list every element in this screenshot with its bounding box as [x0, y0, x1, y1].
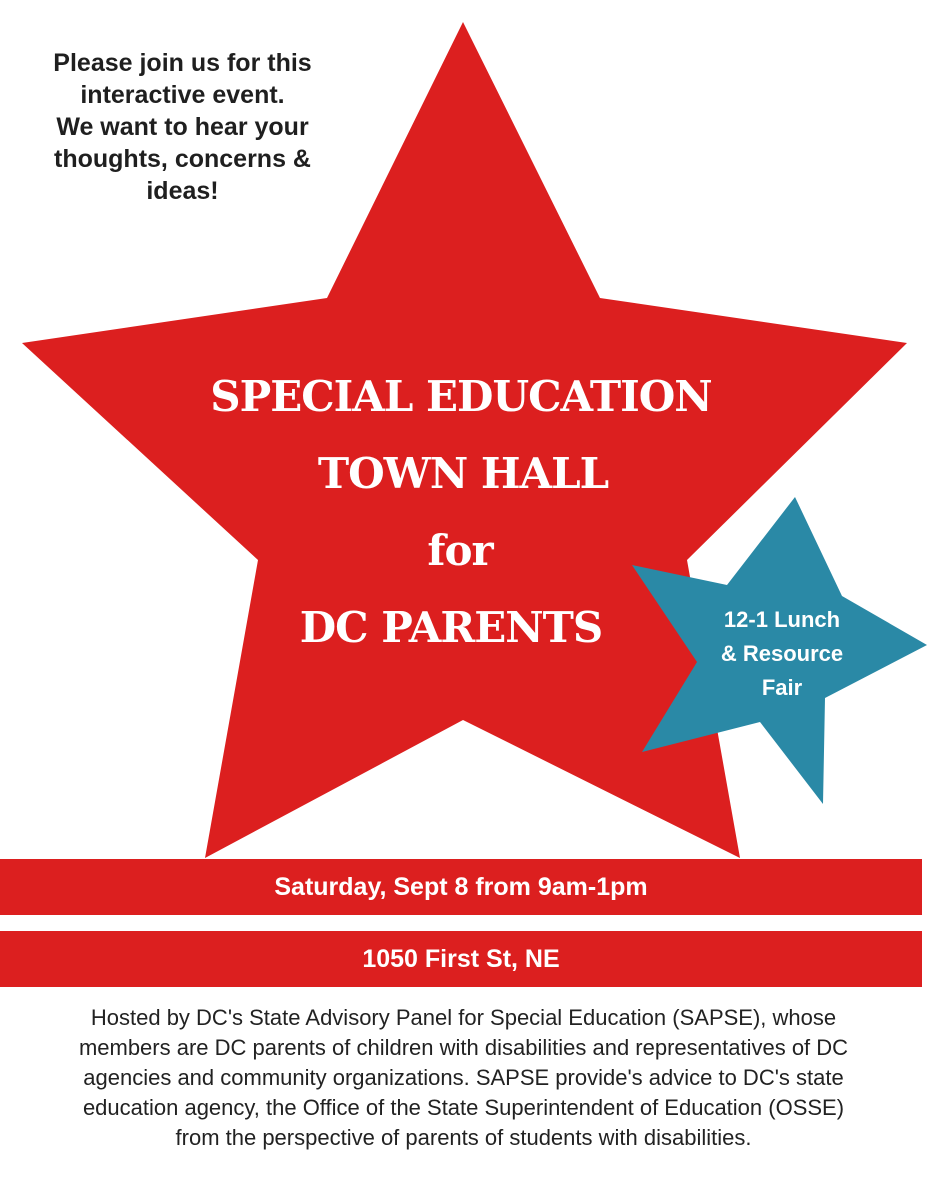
description-line: from the perspective of parents of students with disabilities. [175, 1125, 752, 1150]
description-line: education agency, the Office of the State Superintendent of Education (OSSE) [82, 1095, 845, 1120]
host-description [10, 1003, 917, 1153]
event-date-banner [0, 859, 922, 915]
invitation-line: We want to hear your [56, 113, 309, 141]
title-line: SPECIAL EDUCATION [210, 372, 712, 421]
lunch-badge [682, 603, 882, 705]
description-line: members are DC parents of children with disabilities and representatives of DC [78, 1035, 849, 1060]
invitation-text [20, 47, 345, 207]
invitation-line: Please join us for this [53, 49, 312, 77]
badge-line: Fair [761, 675, 803, 700]
invitation-line: ideas! [146, 177, 219, 205]
event-address: 1050 First St, NE [362, 944, 560, 973]
description-line: Hosted by DC's State Advisory Panel for Special Education (SAPSE), whose [90, 1005, 837, 1030]
event-date: Saturday, Sept 8 from 9am-1pm [274, 872, 648, 901]
description-line: agencies and community organizations. SAPSE provide's advice to DC's state [83, 1065, 844, 1090]
title-line: for [427, 526, 493, 575]
invitation-line: interactive event. [80, 81, 285, 109]
event-address-banner [0, 931, 922, 987]
invitation-line: thoughts, concerns & [54, 145, 311, 173]
title-line: TOWN HALL [317, 449, 609, 498]
title-line: DC PARENTS [299, 603, 603, 652]
badge-line: & Resource [720, 641, 844, 666]
badge-line: 12-1 Lunch [723, 607, 841, 632]
